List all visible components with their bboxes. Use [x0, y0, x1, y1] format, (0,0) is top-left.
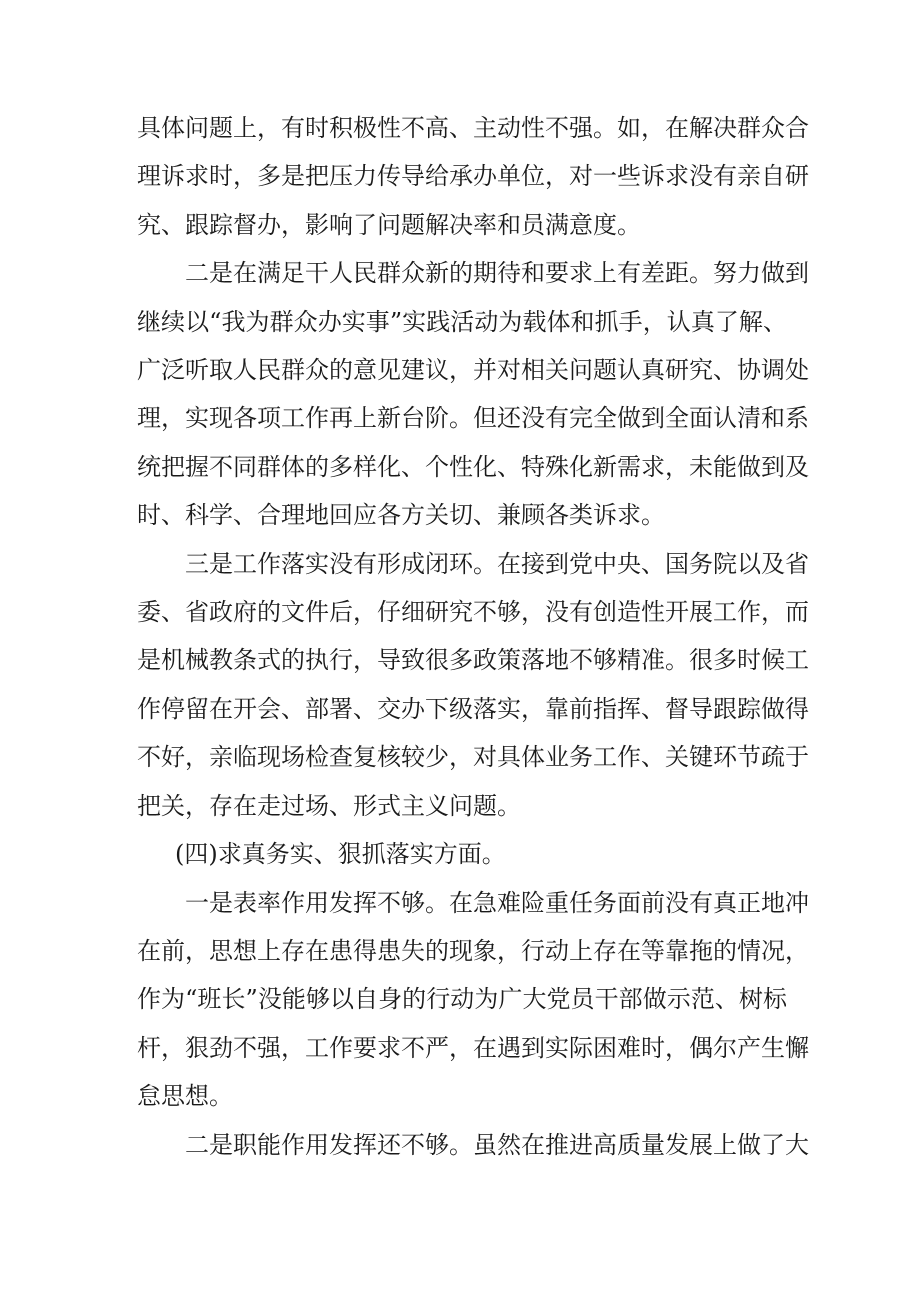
text-line: 委、省政府的文件后，仔细研究不够，没有创造性开展工作，而 [137, 598, 809, 627]
text-line: 广泛听取人民群众的意见建议，并对相关问题认真研究、协调处 [137, 356, 809, 385]
text-line: 是机械教条式的执行，导致很多政策落地不够精准。很多时候工 [137, 646, 809, 675]
paragraph-point-two-expectations [137, 249, 809, 539]
document-body [137, 104, 809, 1169]
text-line: 怠思想。 [137, 1082, 233, 1111]
text-line: 一是表率作用发挥不够。在急难险重任务面前没有真正地冲 [185, 888, 809, 917]
heading-line: (四)求真务实、狠抓落实方面。 [175, 840, 506, 869]
paragraph-point-three-closed-loop [137, 540, 809, 830]
paragraph-continued-issues [137, 104, 809, 249]
text-line: 把关，存在走过场、形式主义问题。 [137, 791, 521, 820]
text-line: 具体问题上，有时积极性不高、主动性不强。如，在解决群众合 [137, 114, 809, 142]
text-line: 二是职能作用发挥还不够。虽然在推进高质量发展上做了大 [185, 1130, 809, 1159]
text-line: 究、跟踪督办，影响了问题解决率和员满意度。 [137, 210, 641, 239]
text-line: 继续以“我为群众办实事”实践活动为载体和抓手，认真了解、 [137, 307, 787, 336]
text-line: 统把握不同群体的多样化、个性化、特殊化新需求，未能做到及 [137, 452, 809, 481]
section-heading-four [137, 830, 787, 878]
text-line: 理诉求时，多是把压力传导给承办单位，对一些诉求没有亲自研 [137, 162, 809, 191]
text-line: 理，实现各项工作再上新台阶。但还没有完全做到全面认清和系 [137, 404, 809, 433]
paragraph-point-one-leadership [137, 879, 809, 1121]
text-line: 在前，思想上存在患得患失的现象，行动上存在等靠拖的情况， [137, 936, 809, 965]
text-line: 时、科学、合理地回应各方关切、兼顾各类诉求。 [137, 501, 665, 530]
paragraph-point-two-functions [137, 1121, 809, 1169]
text-line: 三是工作落实没有形成闭环。在接到党中央、国务院以及省 [185, 549, 809, 578]
text-line: 作为“班长”没能够以自身的行动为广大党员干部做示范、树标 [137, 985, 787, 1014]
text-line: 不好，亲临现场检查复核较少，对具体业务工作、关键环节疏于 [137, 743, 809, 772]
text-line: 杆，狠劲不强，工作要求不严，在遇到实际困难时，偶尔产生懈 [137, 1033, 809, 1062]
text-line: 二是在满足干人民群众新的期待和要求上有差距。努力做到 [185, 259, 809, 288]
text-line: 作停留在开会、部署、交办下级落实，靠前指挥、督导跟踪做得 [137, 694, 809, 723]
